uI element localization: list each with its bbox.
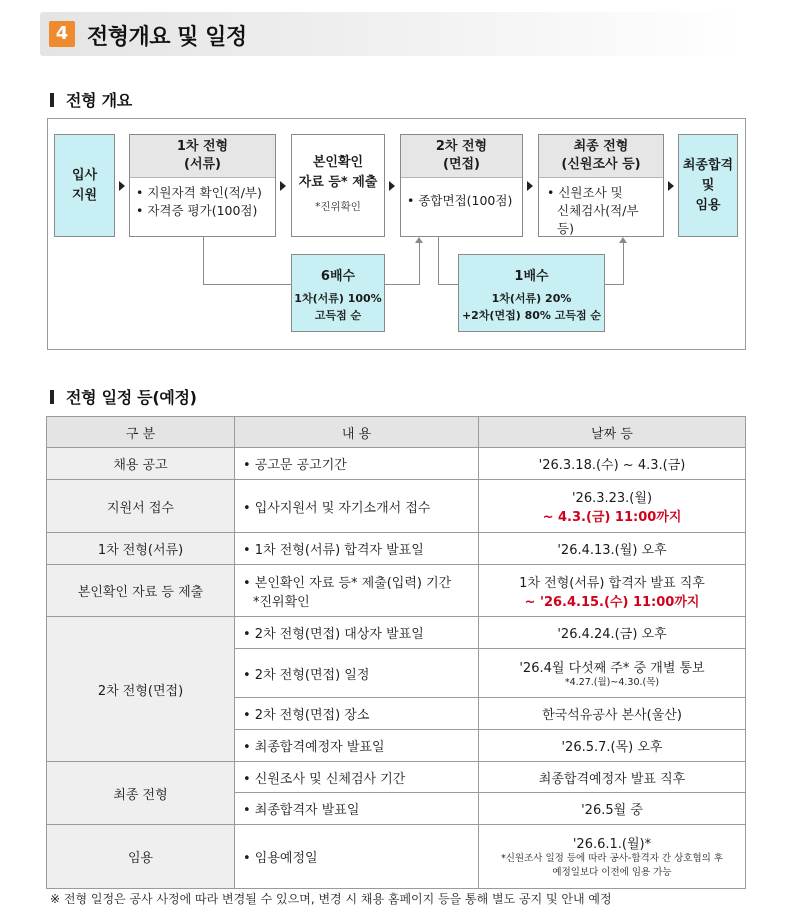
connector-line — [623, 243, 624, 285]
flow-arrow-icon — [527, 181, 533, 191]
stage2-item: • 종합면접(100점) — [407, 193, 513, 208]
hire-line2: 및 — [701, 177, 715, 193]
up-arrow-icon — [415, 237, 423, 243]
table-row — [47, 825, 746, 889]
hire-box — [678, 134, 738, 237]
stage1-header — [130, 135, 275, 178]
row-category: 본인확인 자료 등 제출 — [47, 565, 235, 617]
row-category: 2차 전형(면접) — [47, 617, 235, 762]
row-date: '26.5월 중 — [479, 793, 746, 825]
final-item: 신체검사(적/부 등) — [557, 203, 639, 236]
table-row — [47, 533, 746, 565]
row-content: • 최종합격예정자 발표일 — [235, 730, 479, 762]
ratio2-line1: 1차(서류) 20% — [491, 292, 572, 305]
ratio1-line1: 1차(서류) 100% — [294, 292, 382, 305]
schedule-table — [46, 416, 746, 889]
stage1-subtitle: (서류) — [184, 157, 221, 172]
row-content — [235, 565, 479, 617]
table-header-row — [47, 417, 746, 448]
table-row — [47, 480, 746, 533]
overview-heading-text: 전형 개요 — [66, 91, 132, 110]
row-content: • 1차 전형(서류) 합격자 발표일 — [235, 533, 479, 565]
stage1-title: 1차 전형 — [176, 139, 229, 154]
flow-arrow-icon — [280, 181, 286, 191]
stage2-box — [400, 134, 523, 237]
connector-line — [203, 237, 204, 284]
overview-heading — [50, 88, 132, 111]
row-deadline: ~ '26.4.15.(수) 11:00까지 — [524, 594, 700, 610]
row-date-text: '26.3.23.(월) — [571, 491, 653, 506]
row-date-text: '26.6.1.(월)* — [572, 837, 652, 852]
row-date: '26.4.24.(금) 오후 — [479, 617, 746, 649]
ratio1-title: 6배수 — [320, 269, 356, 284]
row-content: • 신원조사 및 신체검사 기간 — [235, 762, 479, 793]
flow-arrow-icon — [389, 181, 395, 191]
connector-line — [438, 237, 439, 284]
row-date-text: 1차 전형(서류) 합격자 발표 직후 — [519, 575, 705, 591]
row-date-text: '26.4월 다섯째 주* 중 개별 통보 — [519, 660, 705, 676]
apply-box — [54, 134, 115, 237]
row-date: '26.4.13.(월) 오후 — [479, 533, 746, 565]
stage1-box — [129, 134, 276, 237]
ratio1-line2: 고득점 순 — [314, 309, 362, 322]
row-category: 임용 — [47, 825, 235, 889]
final-subtitle: (신원조사 등) — [561, 157, 641, 172]
verify-note: *진위확인 — [315, 201, 361, 213]
ratio2-line2: +2차(면접) 80% 고득점 순 — [461, 309, 602, 322]
flow-arrow-icon — [119, 181, 125, 191]
row-date — [479, 825, 746, 889]
stage1-item: • 자격증 평가(100점) — [136, 203, 258, 218]
flow-arrow-icon — [668, 181, 674, 191]
row-content: • 최종합격자 발표일 — [235, 793, 479, 825]
row-category: 최종 전형 — [47, 762, 235, 825]
row-date: 한국석유공사 본사(울산) — [479, 698, 746, 730]
stage1-item: • 지원자격 확인(적/부) — [136, 185, 262, 200]
row-date — [479, 649, 746, 698]
row-content-text: • 본인확인 자료 등* 제출(입력) 기간 — [243, 575, 452, 591]
row-date-note: 예정일보다 이전에 임용 가능 — [552, 867, 672, 878]
stage2-title: 2차 전형 — [435, 139, 488, 154]
ratio2-title: 1배수 — [514, 269, 549, 284]
section-number-badge: 4 — [49, 21, 75, 47]
verify-box — [291, 134, 385, 237]
header-date: 날짜 등 — [479, 417, 746, 448]
ratio1-box — [291, 254, 385, 332]
table-row — [47, 617, 746, 649]
verify-title-line1: 본인확인 — [312, 155, 364, 170]
stage2-header — [401, 135, 522, 178]
connector-line — [385, 284, 419, 285]
row-content: • 임용예정일 — [235, 825, 479, 889]
final-header — [539, 135, 663, 178]
row-date: 최종합격예정자 발표 직후 — [479, 762, 746, 793]
table-row — [47, 448, 746, 480]
hire-line3: 임용 — [695, 197, 721, 213]
connector-line — [605, 284, 623, 285]
row-content: • 2차 전형(면접) 대상자 발표일 — [235, 617, 479, 649]
up-arrow-icon — [619, 237, 627, 243]
row-date — [479, 480, 746, 533]
row-deadline: ~ 4.3.(금) 11:00까지 — [542, 510, 682, 525]
stage2-subtitle: (면접) — [443, 157, 480, 172]
connector-line — [438, 284, 458, 285]
final-box — [538, 134, 664, 237]
verify-title-line2: 자료 등* 제출 — [298, 175, 378, 190]
row-content-note: *진위확인 — [253, 594, 310, 610]
heading-bar-icon — [50, 93, 54, 107]
schedule-heading-text: 전형 일정 등(예정) — [66, 388, 197, 407]
row-category: 채용 공고 — [47, 448, 235, 480]
section-title: 전형개요 및 일정 — [87, 25, 247, 50]
row-date-note: *신원조사 일정 등에 따라 공사-합격자 간 상호협의 후 — [500, 853, 724, 864]
header-content: 내 용 — [235, 417, 479, 448]
connector-line — [203, 284, 291, 285]
footnote: ※ 전형 일정은 공사 사정에 따라 변경될 수 있으며, 변경 시 채용 홈페이지 등을 통해 별도 공지 및 안내 예정 — [50, 892, 612, 906]
final-title: 최종 전형 — [573, 139, 629, 154]
row-category: 1차 전형(서류) — [47, 533, 235, 565]
connector-line — [419, 243, 420, 285]
row-date — [479, 565, 746, 617]
row-date: '26.3.18.(수) ~ 4.3.(금) — [479, 448, 746, 480]
section-banner — [40, 12, 746, 56]
row-content: • 2차 전형(면접) 장소 — [235, 698, 479, 730]
table-row — [47, 565, 746, 617]
row-content: • 공고문 공고기간 — [235, 448, 479, 480]
schedule-heading — [50, 385, 197, 408]
row-category: 지원서 접수 — [47, 480, 235, 533]
final-item: • 신원조사 및 — [547, 185, 623, 200]
header-category: 구 분 — [47, 417, 235, 448]
table-row — [47, 762, 746, 793]
ratio2-box — [458, 254, 605, 332]
hire-line1: 최종합격 — [682, 157, 734, 173]
row-content: • 2차 전형(면접) 일정 — [235, 649, 479, 698]
row-date-note: *4.27.(월)~4.30.(목) — [564, 676, 660, 688]
row-date: '26.5.7.(목) 오후 — [479, 730, 746, 762]
heading-bar-icon — [50, 390, 54, 404]
apply-label: 입사 지원 — [71, 167, 98, 203]
row-content: • 입사지원서 및 자기소개서 접수 — [235, 480, 479, 533]
